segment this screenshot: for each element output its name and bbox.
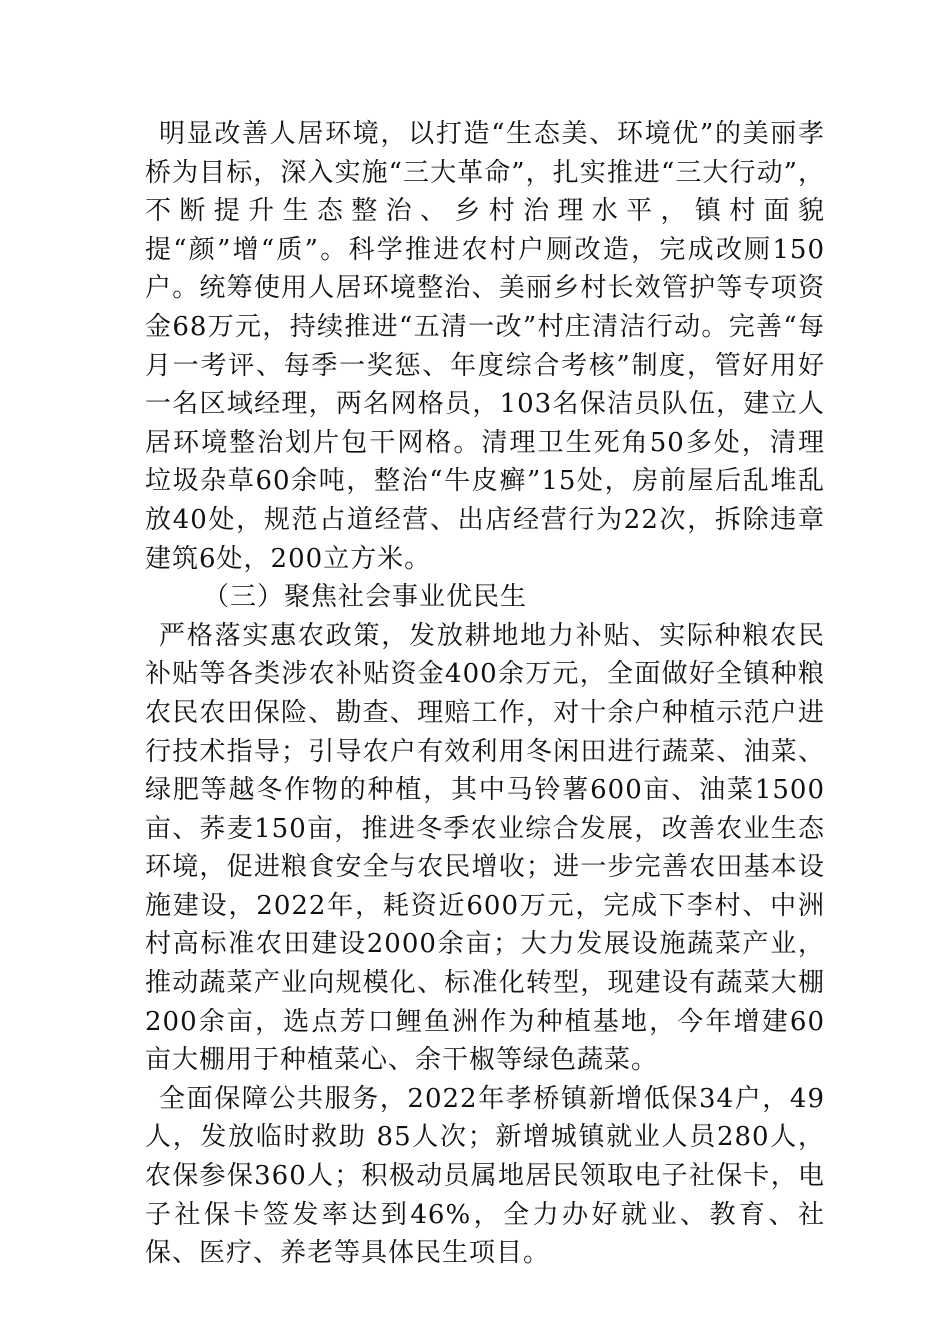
paragraph-public-services: 全面保障公共服务，2022年孝桥镇新增低保34户，49人，发放临时救助 85人次；新增城镇就业人员280人，农保参保360人；积极动员属地居民领取电子社保卡，电子社保卡签发率达到46%，全力办好就业、教育、社保、医疗、养老等具体民生项目。: [145, 1083, 825, 1269]
section-heading-social-affairs: （三）聚焦社会事业优民生: [203, 582, 528, 613]
paragraph-living-environment: 明显改善人居环境，以打造“生态美、环境优”的美丽孝桥为目标，深入实施“三大革命”，扎实推进“三大行动”，不断提升生态整治、乡村治理水平，镇村面貌提“颜”增“质”。科学推进农村户厕改造，完成改厕150户。统筹使用人居环境整治、美丽乡村长效管护等专项资金68万元，持续推进“五清一改”村庄清洁行动。完善“每月一考评、每季一奖惩、年度综合考核”制度，管好用好一名区域经理，两名网格员，103名保洁员队伍，建立人居环境整治划片包干网格。清理卫生死角50多处，清理垃圾杂草60余吨，整治“牛皮癣”15处，房前屋后乱堆乱放40处，规范占道经营、出店经营行为22次，拆除违章建筑6处，200立方米。: [145, 119, 825, 574]
document-body: [145, 115, 825, 1273]
paragraph-agricultural-policy: 严格落实惠农政策，发放耕地地力补贴、实际种粮农民补贴等各类涉农补贴资金400余万元，全面做好全镇种粮农民农田保险、勘查、理赔工作，对十余户种植示范户进行技术指导；引导农户有效利用冬闲田进行蔬菜、油菜、绿肥等越冬作物的种植，其中马铃薯600亩、油菜1500亩、荞麦150亩，推进冬季农业综合发展，改善农业生态环境，促进粮食安全与农民增收；进一步完善农田基本设施建设，2022年，耗资近600万元，完成下李村、中洲村高标准农田建设2000余亩；大力发展设施蔬菜产业，推动蔬菜产业向规模化、标准化转型，现建设有蔬菜大棚200余亩，选点芳口鲤鱼洲作为种植基地，今年增建60亩大棚用于种植菜心、余干椒等绿色蔬菜。: [145, 620, 825, 1076]
